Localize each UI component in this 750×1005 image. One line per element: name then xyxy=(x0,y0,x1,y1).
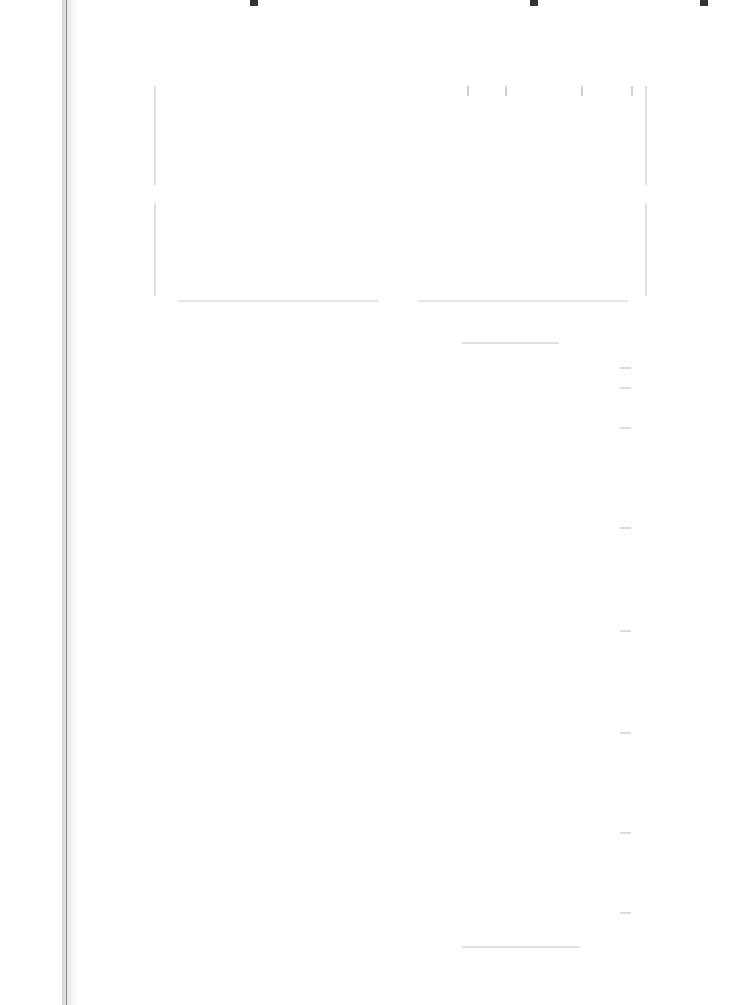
mesh-row-marker-ticks xyxy=(620,368,631,913)
page-footer xyxy=(392,976,400,985)
watermark-logo xyxy=(8,944,78,1004)
yoke-row-marker-arrows xyxy=(468,86,632,96)
neck-opening xyxy=(362,143,408,303)
